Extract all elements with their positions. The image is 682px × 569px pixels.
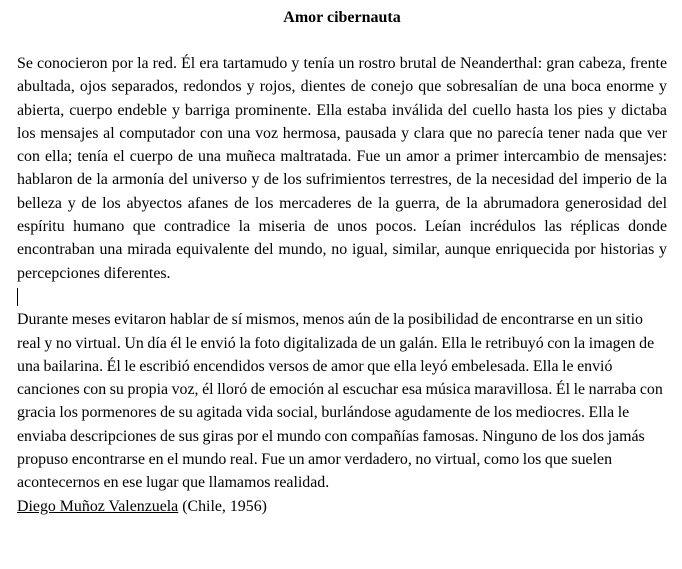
document-body[interactable] xyxy=(17,6,667,518)
blank-line xyxy=(17,29,667,52)
author-signature xyxy=(17,495,667,518)
text-cursor xyxy=(17,288,18,306)
paragraph-1: Se conocieron por la red. Él era tartamudo y tenía un rostro brutal de Neanderthal: gran cabeza, frente abultada, ojos separados, redondos y rojos, dientes de conejo que sobresalían de una boca enorme y abierta, cuerpo endeble y barriga prominente. Ella estaba inválida del cuello hasta los pies y dictaba los mensajes al computador con una voz hermosa, pausada y clara que no parecía tener nada que ver con ella; tenía el cuerpo de una muñeca maltratada. Fue un amor a primer intercambio de mensajes: hablaron de la armonía del universo y de los sufrimientos terrestres, de la necesidad del imperio de la belleza y de los abyectos afanes de los mercaderes de la guerra, de la abrumadora generosidad del espíritu humano que contradice la miseria de unos pocos. Leían incrédulos las réplicas donde encontraban una mirada equivalente del mundo, no igual, similar, aunque enriquecida por historias y percepciones diferentes. xyxy=(17,55,667,282)
author-info: (Chile, 1956) xyxy=(178,497,267,515)
empty-line-with-cursor[interactable] xyxy=(17,285,667,308)
paragraph-2: Durante meses evitaron hablar de sí mismos, menos aún de la posibilidad de encontrarse en un sitio real y no virtual. Un día él le envió la foto digitalizada de un galán. Ella le retribuyó con la imagen de una bailarina. Él le escribió encendidos versos de amor que ella leyó embelesada. Ella le envió canciones con su propia voz, él lloró de emoción al escuchar esa música maravillosa. Él le narraba con gracia los pormenores de su agitada vida social, burlándose agudamente de los mediocres. Ella le enviaba descripciones de sus giras por el mundo con compañías famosas. Ninguno de los dos jamás propuso encontrarse en el mundo real. Fue un amor verdadero, no virtual, como los que suelen acontecernos en ese lugar que llamamos realidad. xyxy=(17,311,663,492)
author-name: Diego Muñoz Valenzuela xyxy=(17,497,179,515)
story-title: Amor cibernauta xyxy=(283,9,401,26)
